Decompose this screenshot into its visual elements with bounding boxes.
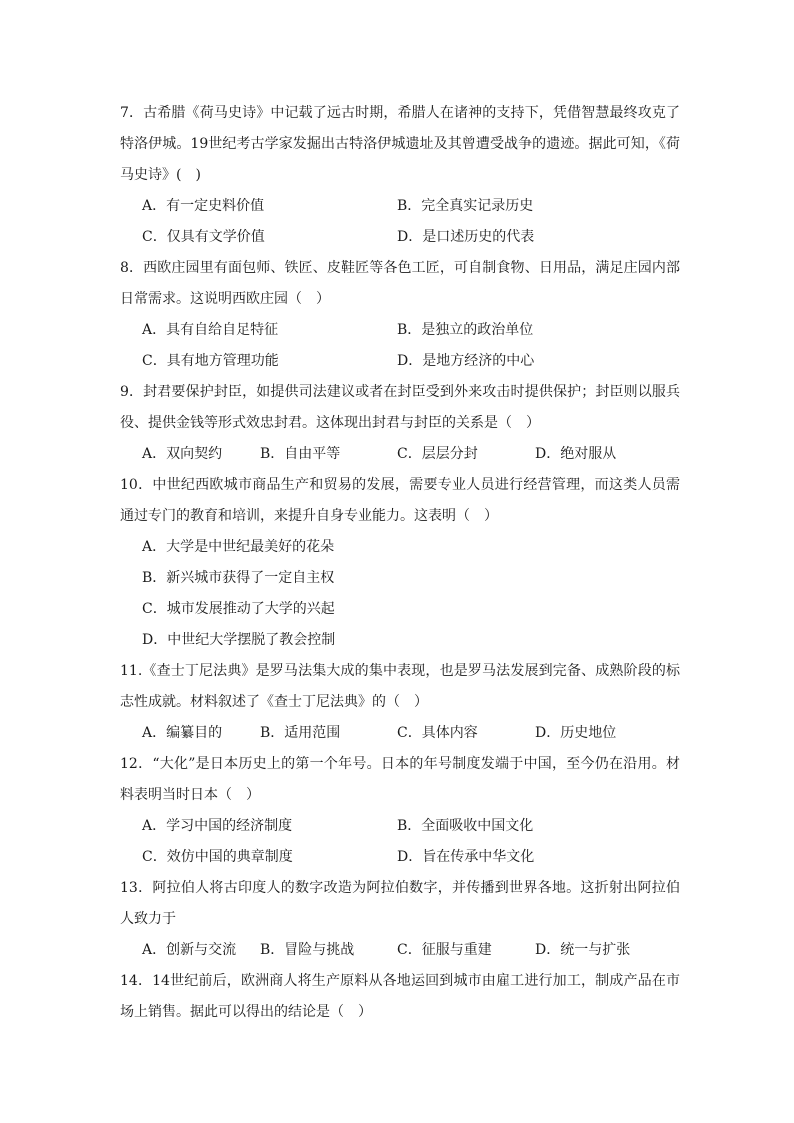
options-row <box>120 718 680 749</box>
option-c: C．层层分封 <box>397 446 478 462</box>
option-a: A．具有自给自足特征 <box>142 322 279 338</box>
option-d: D．历史地位 <box>535 725 617 741</box>
option-b: B．是独立的政治单位 <box>397 322 534 338</box>
question-stem: 7．古希腊《荷马史诗》中记载了远古时期，希腊人在诸神的支持下，凭借智慧最终攻克了特洛伊城。19世纪考古学家发掘出古特洛伊城遗址及其曾遭受战争的遗迹。据此可知，《荷马史诗》( ) <box>120 105 680 183</box>
option-c: C．效仿中国的典章制度 <box>142 849 293 865</box>
option-b: B．自由平等 <box>260 446 341 462</box>
question-9 <box>120 377 680 470</box>
option-a: A．双向契约 <box>142 446 223 462</box>
option-d: D．绝对服从 <box>535 446 617 462</box>
option-a: A．创新与交流 <box>142 942 237 958</box>
question-stem: 14．14世纪前后，欧洲商人将生产原料从各地运回到城市由雇工进行加工，制成产品在市场上销售。据此可以得出的结论是（ ） <box>120 973 680 1020</box>
question-stem: 11.《查士丁尼法典》是罗马法集大成的集中表现，也是罗马法发展到完备、成熟阶段的标志性成就。材料叙述了《查士丁尼法典》的（ ） <box>120 663 680 710</box>
options-row <box>120 811 680 842</box>
question-stem: 12．“大化”是日本历史上的第一个年号。日本的年号制度发端于中国，至今仍在沿用。材料表明当时日本（ ） <box>120 756 680 803</box>
question-7 <box>120 98 680 253</box>
options-row <box>120 222 680 253</box>
option-a: A．大学是中世纪最美好的花朵 <box>142 539 335 555</box>
options-row <box>120 346 680 377</box>
question-stem: 8．西欧庄园里有面包师、铁匠、皮鞋匠等各色工匠，可自制食物、日用品，满足庄园内部日常需求。这说明西欧庄园（ ） <box>120 260 680 307</box>
question-10 <box>120 470 680 656</box>
option-d: D．是口述历史的代表 <box>397 229 535 245</box>
question-8 <box>120 253 680 377</box>
option-b: B．完全真实记录历史 <box>397 198 534 214</box>
option-b: B．冒险与挑战 <box>260 942 355 958</box>
options-row <box>120 315 680 346</box>
option-a: A．有一定史料价值 <box>142 198 265 214</box>
option-c: C．具有地方管理功能 <box>142 353 279 369</box>
question-11 <box>120 656 680 749</box>
options-row <box>120 842 680 873</box>
option-c: C．城市发展推动了大学的兴起 <box>142 601 335 617</box>
option-b: B．全面吸收中国文化 <box>397 818 534 834</box>
option-d: D．是地方经济的中心 <box>397 353 535 369</box>
option-c: C．具体内容 <box>397 725 478 741</box>
option-d: D．中世纪大学摆脱了教会控制 <box>142 632 336 648</box>
question-13 <box>120 873 680 966</box>
option-c: C．征服与重建 <box>397 942 492 958</box>
question-stem: 10．中世纪西欧城市商品生产和贸易的发展，需要专业人员进行经营管理，而这类人员需通过专门的教育和培训，来提升自身专业能力。这表明（ ） <box>120 477 680 524</box>
question-14 <box>120 966 680 1028</box>
option-c: C．仅具有文学价值 <box>142 229 265 245</box>
option-d: D．统一与扩张 <box>535 942 631 958</box>
question-12 <box>120 749 680 873</box>
option-d: D．旨在传承中华文化 <box>397 849 535 865</box>
question-stem: 9．封君要保护封臣，如提供司法建议或者在封臣受到外来攻击时提供保护；封臣则以服兵役、提供金钱等形式效忠封君。这体现出封君与封臣的关系是（ ） <box>120 384 680 431</box>
option-a: A．学习中国的经济制度 <box>142 818 293 834</box>
options-row <box>120 935 680 966</box>
option-a: A．编纂目的 <box>142 725 223 741</box>
options-row <box>120 191 680 222</box>
question-stem: 13．阿拉伯人将古印度人的数字改造为阿拉伯数字，并传播到世界各地。这折射出阿拉伯人致力于 <box>120 880 680 927</box>
options-row <box>120 439 680 470</box>
option-b: B．新兴城市获得了一定自主权 <box>142 570 335 586</box>
option-b: B．适用范围 <box>260 725 341 741</box>
